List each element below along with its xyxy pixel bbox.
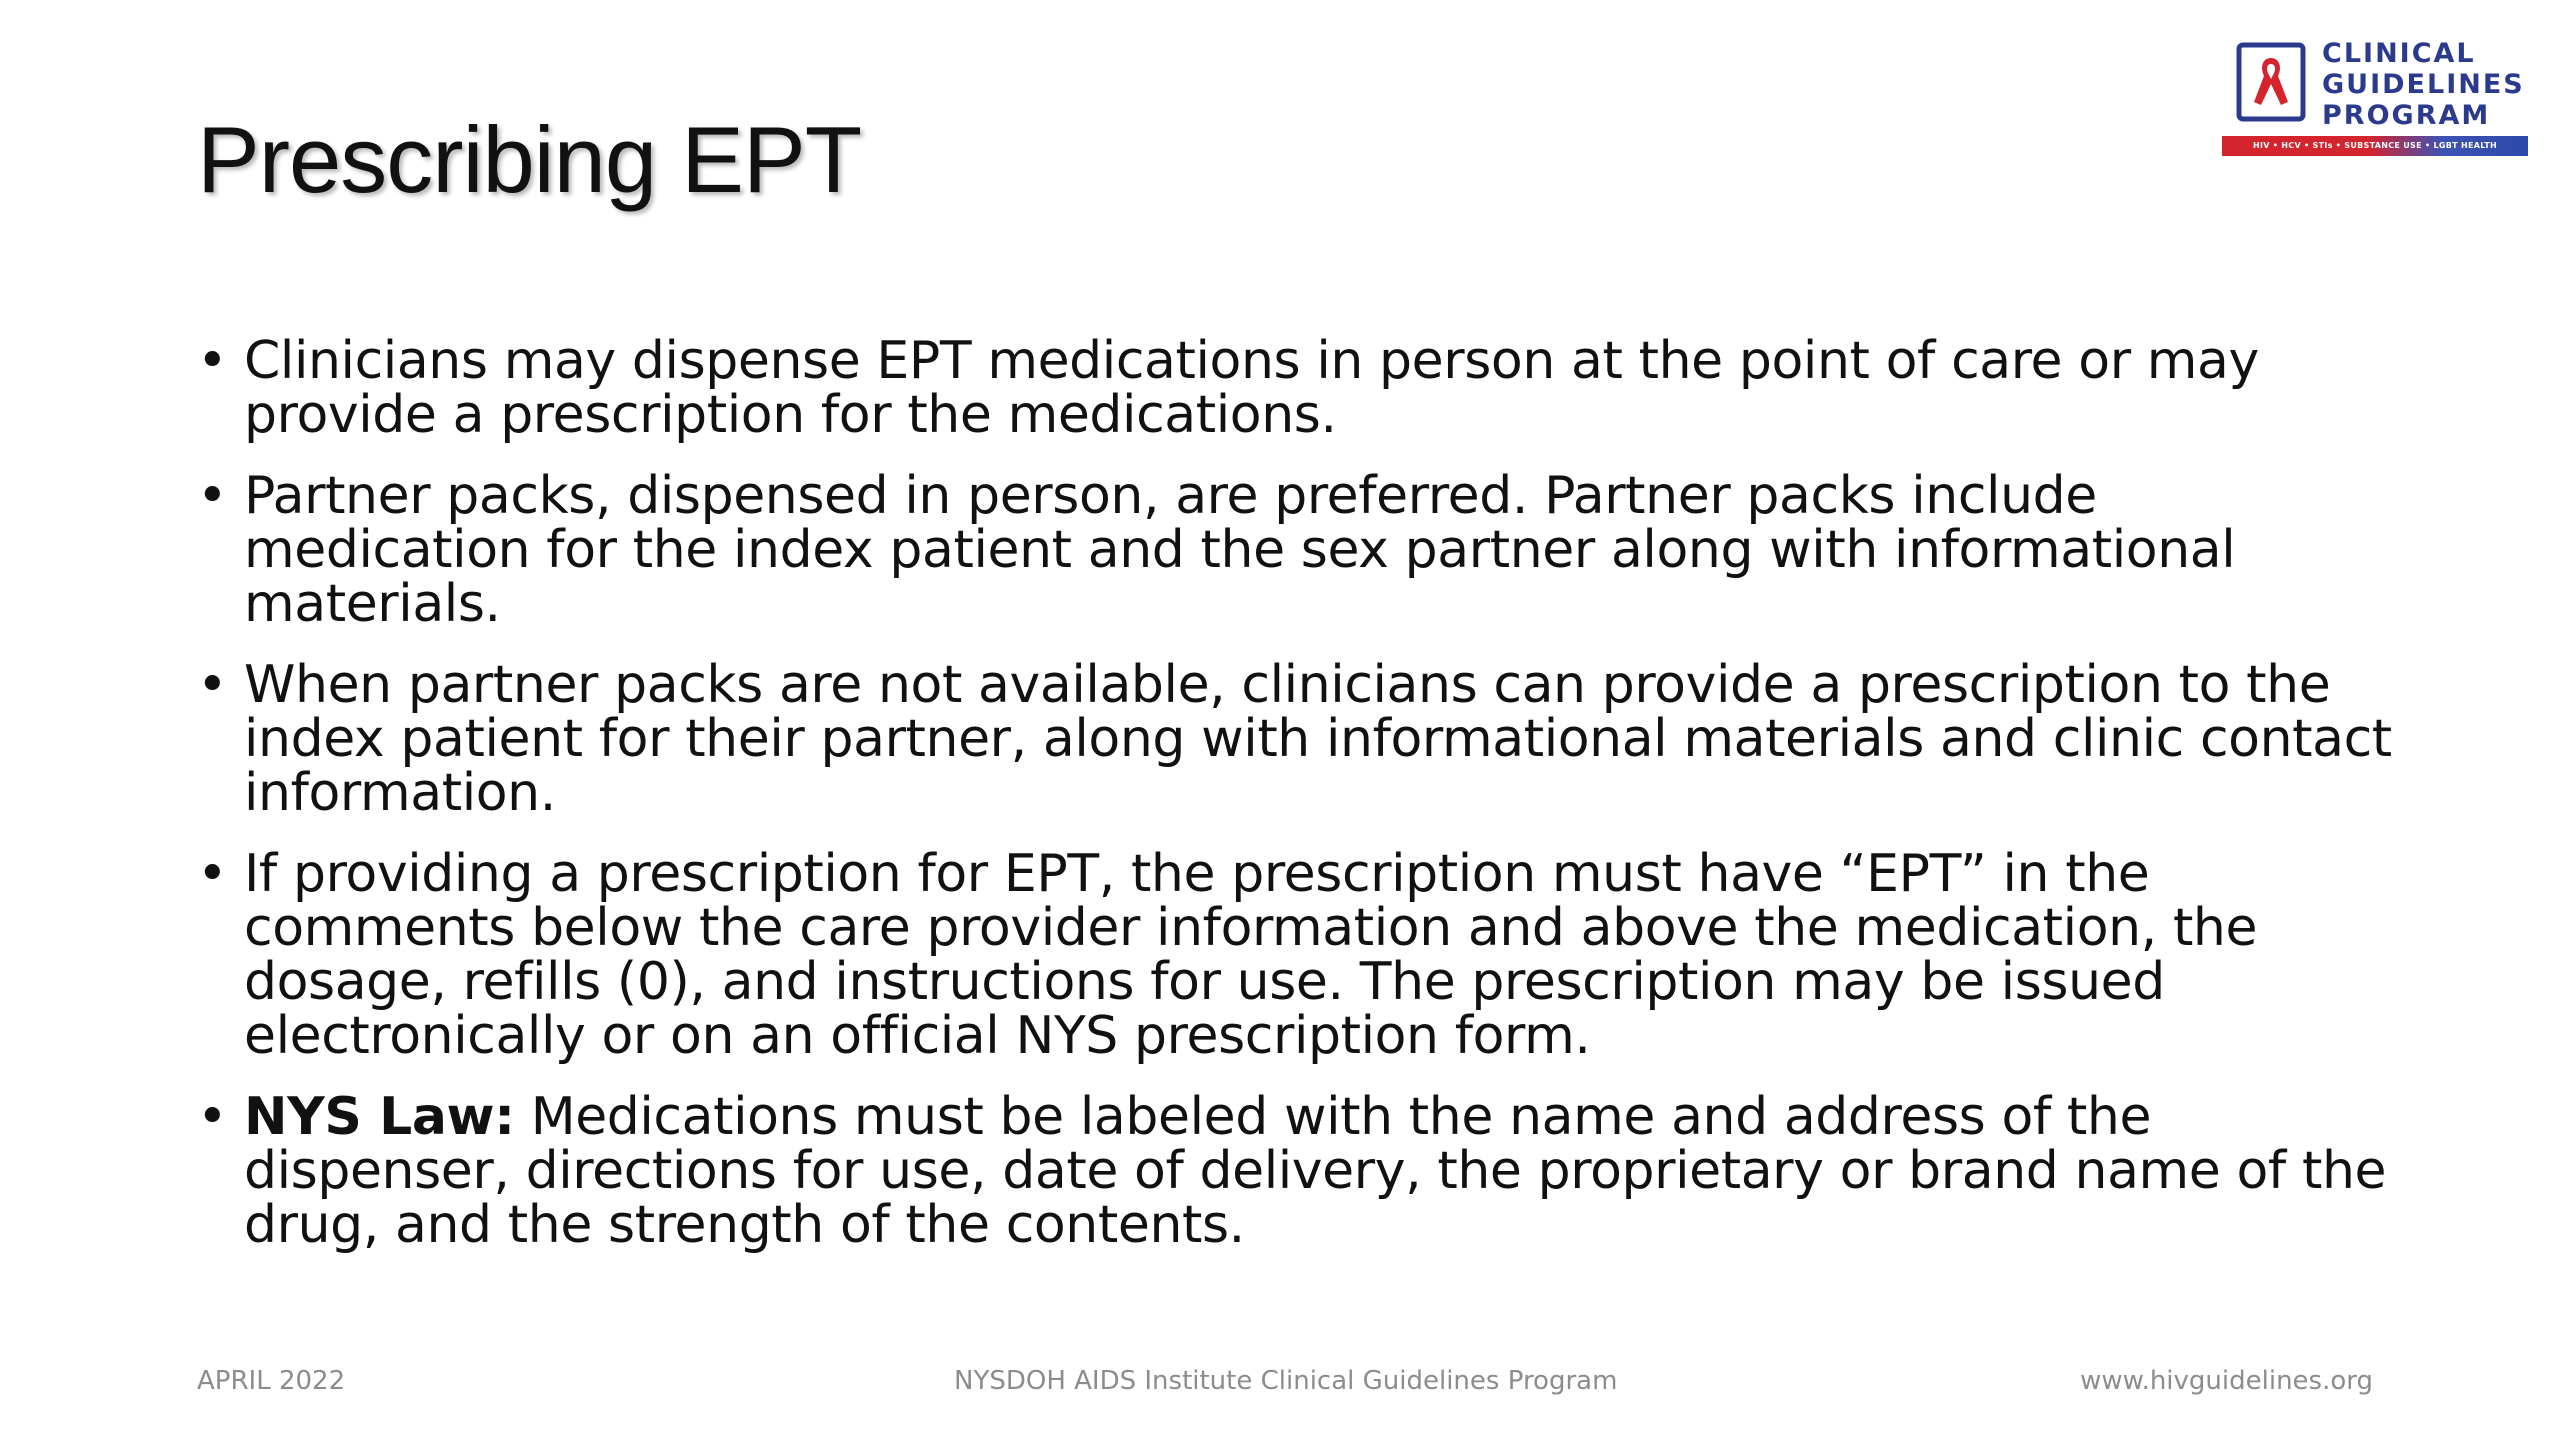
logo-line-3: PROGRAM bbox=[2322, 100, 2491, 131]
bullet-lead-label: NYS Law: bbox=[244, 1087, 515, 1147]
bullet-marker: • bbox=[197, 655, 228, 715]
bullet-list bbox=[197, 331, 2397, 1279]
bullet-marker: • bbox=[197, 844, 228, 904]
bullet-text: When partner packs are not available, clinicians can provide a prescription to the index patient for their partner, along with informational materials and clinic contact information. bbox=[244, 655, 2392, 823]
slide-title: Prescribing EPT bbox=[197, 107, 862, 212]
logo-line-1: CLINICAL bbox=[2322, 38, 2476, 69]
bullet-text: Clinicians may dispense EPT medications in person at the point of care or may provide a prescription for the medications. bbox=[244, 331, 2259, 445]
bullet-item bbox=[197, 466, 2397, 634]
bullet-text: Medications must be labeled with the name and address of the dispenser, directions for use, date of delivery, the proprietary or brand name of the drug, and the strength of the contents. bbox=[244, 1087, 2387, 1255]
bullet-marker: • bbox=[197, 331, 228, 391]
bullet-item bbox=[197, 655, 2397, 823]
bullet-marker: • bbox=[197, 1087, 228, 1147]
awareness-ribbon-icon bbox=[2236, 42, 2306, 122]
bullet-text: If providing a prescription for EPT, the prescription must have “EPT” in the comments below the care provider information and above the medication, the dosage, refills (0), and instructions for use. The prescription may be issued electronically or on an official NYS prescription form. bbox=[244, 844, 2258, 1066]
logo-wordmark bbox=[2322, 38, 2528, 131]
bullet-item bbox=[197, 1087, 2397, 1255]
bullet-item bbox=[197, 331, 2397, 445]
logo-line-2: GUIDELINES bbox=[2322, 69, 2525, 100]
logo-tagline-bar: HIV • HCV • STIs • SUBSTANCE USE • LGBT HEALTH bbox=[2222, 136, 2528, 156]
bullet-marker: • bbox=[197, 466, 228, 526]
bullet-item bbox=[197, 844, 2397, 1066]
footer-program: NYSDOH AIDS Institute Clinical Guidelines Program bbox=[954, 1366, 1618, 1396]
footer-url: www.hivguidelines.org bbox=[2080, 1366, 2373, 1396]
clinical-guidelines-program-logo bbox=[2222, 38, 2528, 160]
bullet-text: Partner packs, dispensed in person, are preferred. Partner packs include medication for the index patient and the sex partner along with informational materials. bbox=[244, 466, 2236, 634]
footer-date: APRIL 2022 bbox=[197, 1366, 346, 1396]
